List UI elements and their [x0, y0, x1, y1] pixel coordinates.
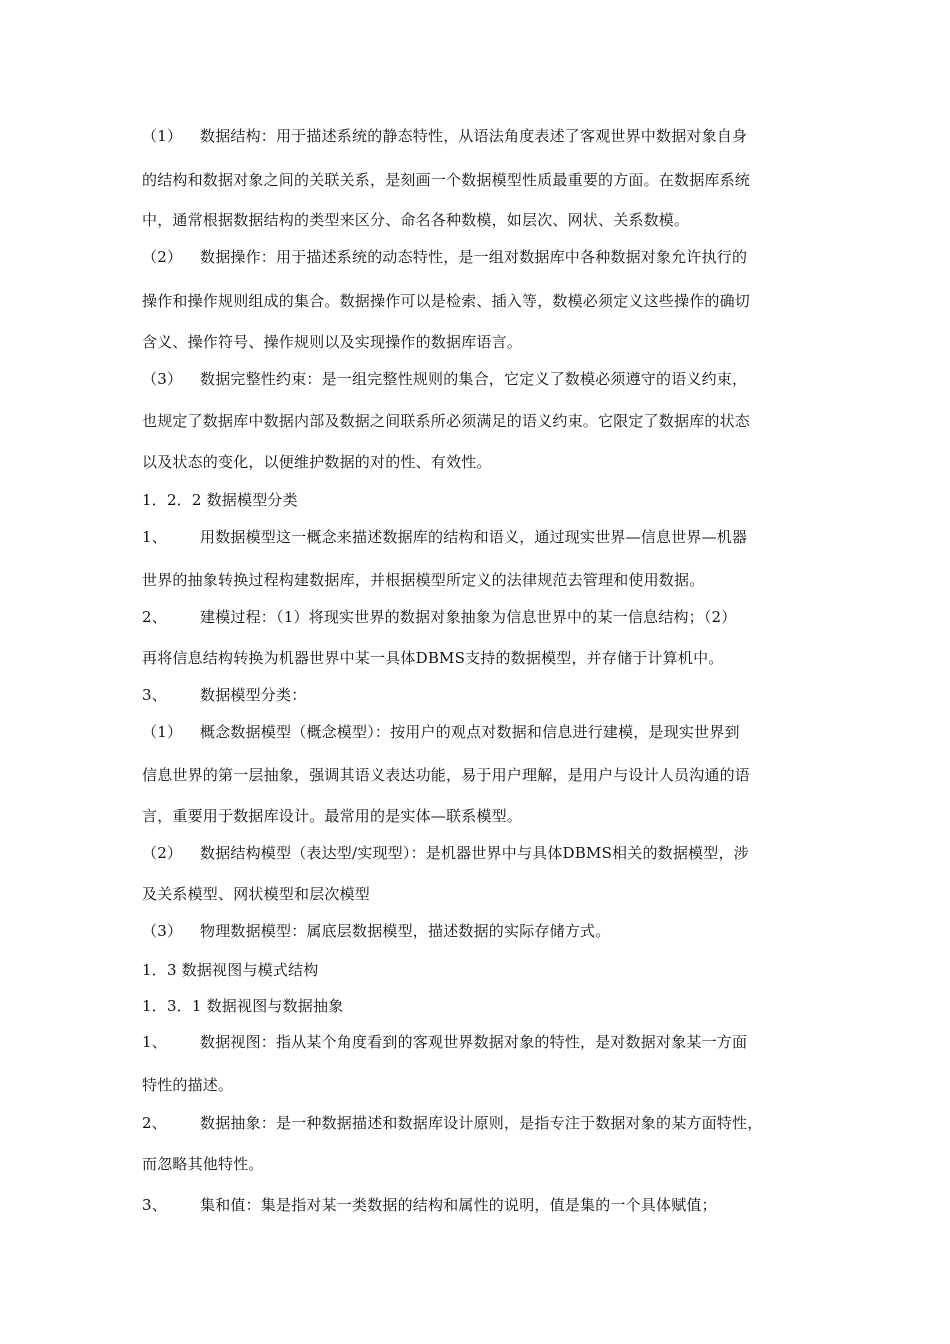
- list-marker: 1、: [142, 1033, 167, 1051]
- text-line: 特性的描述。: [142, 1076, 234, 1094]
- para-3-line-3: [142, 452, 492, 472]
- para-2-line-1: [142, 247, 747, 267]
- heading-text: 1．3 数据视图与模式结构: [142, 961, 319, 979]
- para-3-line-2: [142, 411, 750, 431]
- def-3-line-1: [142, 1195, 717, 1215]
- item-2-line-2: [142, 648, 724, 668]
- para-1-line-3: [142, 210, 689, 230]
- text-line: 操作和操作规则组成的集合。数据操作可以是检索、插入等，数模必须定义这些操作的确切: [142, 292, 751, 310]
- section-heading: [142, 960, 318, 980]
- item-2-line-1: [142, 607, 737, 627]
- list-marker: 2、: [142, 1114, 167, 1132]
- section-heading: [142, 490, 298, 510]
- list-marker: （2）: [142, 844, 183, 862]
- sub-1-line-3: [142, 806, 522, 826]
- text-line: 信息世界的第一层抽象，强调其语义表达功能，易于用户理解，是用户与设计人员沟通的语: [142, 766, 751, 784]
- text-line: 集和值：集是指对某一类数据的结构和属性的说明，值是集的一个具体赋值；: [200, 1196, 717, 1214]
- item-3-line-1: [142, 685, 306, 705]
- text-line: 含义、操作符号、操作规则以及实现操作的数据库语言。: [142, 333, 523, 351]
- list-marker: （1）: [142, 127, 183, 145]
- para-1-line-2: [142, 170, 750, 190]
- list-marker: （1）: [142, 723, 183, 741]
- text-line: 数据抽象：是一种数据描述和数据库设计原则，是指专注于数据对象的某方面特性，: [200, 1114, 763, 1132]
- text-line: 数据结构：用于描述系统的静态特性，从语法角度表述了客观世界中数据对象自身: [200, 127, 748, 145]
- para-2-line-3: [142, 332, 522, 352]
- heading-text: 1．3．1 数据视图与数据抽象: [142, 997, 344, 1015]
- sub-2-line-2: [142, 884, 370, 904]
- text-line: 及关系模型、网状模型和层次模型: [142, 885, 371, 903]
- text-line: 数据视图：指从某个角度看到的客观世界数据对象的特性，是对数据对象某一方面: [200, 1033, 748, 1051]
- sub-1-line-2: [142, 765, 750, 785]
- heading-text: 1．2．2 数据模型分类: [142, 491, 298, 509]
- list-marker: （3）: [142, 922, 183, 940]
- def-1-line-2: [142, 1075, 233, 1095]
- text-line: 再将信息结构转换为机器世界中某一具体DBMS支持的数据模型，并存储于计算机中。: [142, 649, 724, 667]
- item-1-line-1: [142, 527, 747, 547]
- text-line: 用数据模型这一概念来描述数据库的结构和语义，通过现实世界—信息世界—机器: [200, 528, 748, 546]
- list-marker: 1、: [142, 528, 167, 546]
- text-line: 言，重要用于数据库设计。最常用的是实体—联系模型。: [142, 807, 523, 825]
- text-line: 世界的抽象转换过程构建数据库，并根据模型所定义的法律规范去管理和使用数据。: [142, 571, 705, 589]
- para-2-line-2: [142, 291, 750, 311]
- subsection-heading: [142, 996, 343, 1016]
- para-3-line-1: [142, 369, 747, 389]
- text-line: 数据结构模型（表达型/实现型）：是机器世界中与具体DBMS相关的数据模型，涉: [200, 844, 749, 862]
- sub-1-line-1: [142, 722, 740, 742]
- text-line: 数据完整性约束：是一组完整性规则的集合，它定义了数模必须遵守的语义约束，: [200, 370, 748, 388]
- text-line: 建模过程：（1）将现实世界的数据对象抽象为信息世界中的某一信息结构；（2）: [200, 608, 737, 626]
- sub-3-line-1: [142, 921, 610, 941]
- list-marker: 3、: [142, 686, 167, 704]
- text-line: 数据操作：用于描述系统的动态特性，是一组对数据库中各种数据对象允许执行的: [200, 248, 748, 266]
- text-line: 而忽略其他特性。: [142, 1155, 264, 1173]
- text-line: 的结构和数据对象之间的关联关系，是刻画一个数据模型性质最重要的方面。在数据库系统: [142, 171, 751, 189]
- list-marker: （2）: [142, 248, 183, 266]
- list-marker: 3、: [142, 1196, 167, 1214]
- para-1-line-1: [142, 126, 747, 146]
- def-2-line-2: [142, 1154, 264, 1174]
- def-2-line-1: [142, 1113, 762, 1133]
- list-marker: 2、: [142, 608, 167, 626]
- text-line: 中，通常根据数据结构的类型来区分、命名各种数模，如层次、网状、关系数模。: [142, 211, 690, 229]
- def-1-line-1: [142, 1032, 747, 1052]
- text-line: 以及状态的变化，以便维护数据的对的性、有效性。: [142, 453, 492, 471]
- list-marker: （3）: [142, 370, 183, 388]
- text-line: 也规定了数据库中数据内部及数据之间联系所必须满足的语义约束。它限定了数据库的状态: [142, 412, 751, 430]
- text-line: 物理数据模型：属底层数据模型，描述数据的实际存储方式。: [200, 922, 611, 940]
- text-line: 数据模型分类：: [200, 686, 307, 704]
- text-line: 概念数据模型（概念模型）：按用户的观点对数据和信息进行建模，是现实世界到: [200, 723, 740, 741]
- sub-2-line-1: [142, 843, 749, 863]
- item-1-line-2: [142, 570, 704, 590]
